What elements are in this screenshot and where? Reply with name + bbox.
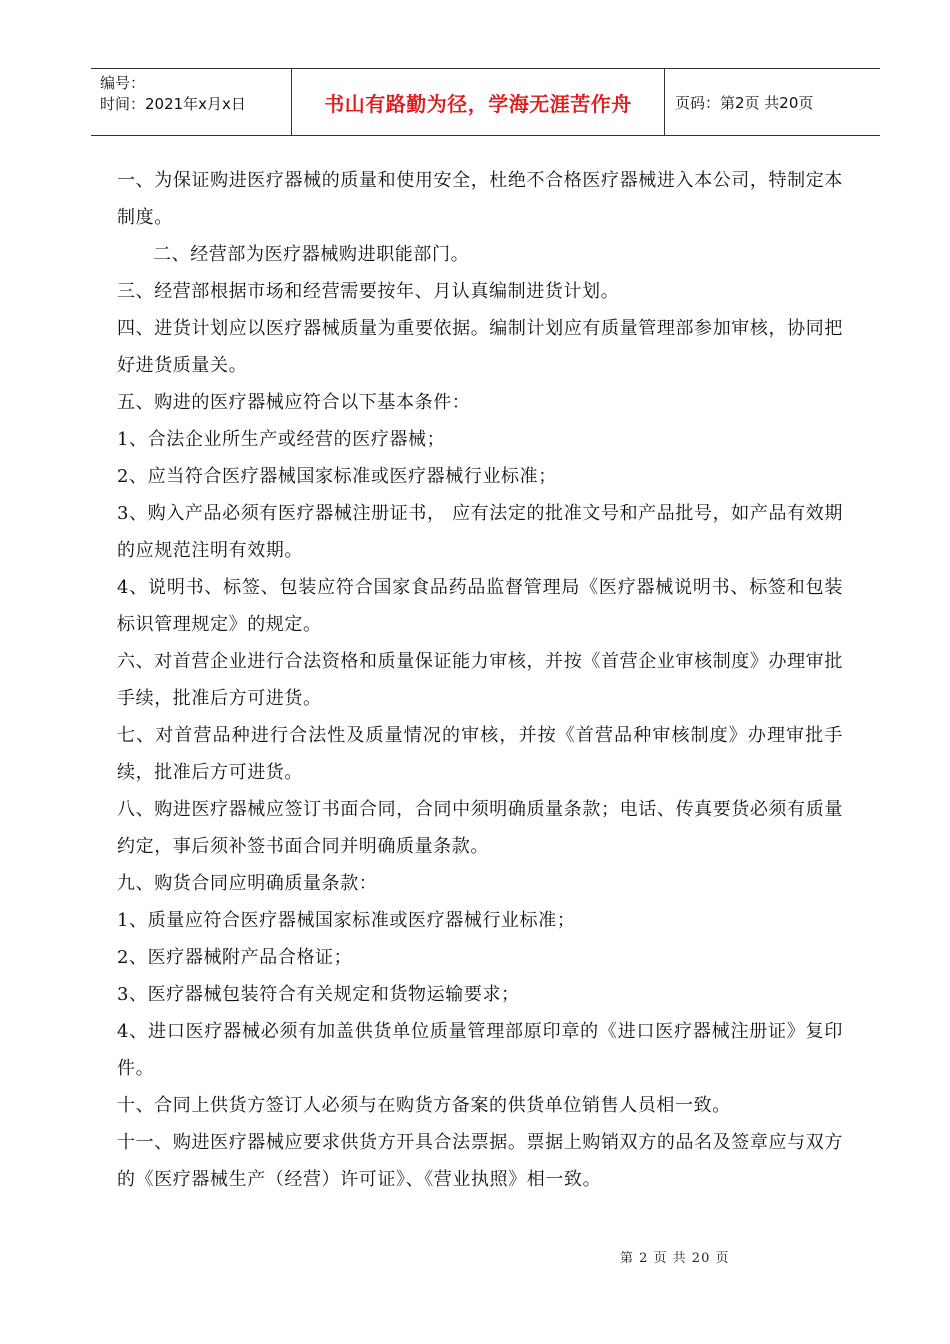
header-motto: 书山有路勤为径，学海无涯苦作舟 (292, 69, 665, 135)
paragraph: 七、对首营品种进行合法性及质量情况的审核，并按《首营品种审核制度》办理审批手续，批准后方可进货。 (117, 725, 843, 783)
paragraph: 三、经营部根据市场和经营需要按年、月认真编制进货计划。 (117, 281, 620, 302)
paragraph: 1、合法企业所生产或经营的医疗器械； (117, 429, 446, 450)
document-body (117, 162, 843, 1198)
paragraph: 六、对首营企业进行合法资格和质量保证能力审核，并按《首营企业审核制度》办理审批手续，批准后方可进货。 (117, 651, 843, 709)
paragraph: 十一、购进医疗器械应要求供货方开具合法票据。票据上购销双方的品名及签章应与双方的《医疗器械生产（经营）许可证》、《营业执照》相一致。 (117, 1132, 843, 1190)
paragraph: 十、合同上供货方签订人必须与在购货方备案的供货单位销售人员相一致。 (117, 1095, 731, 1116)
header-meta (91, 69, 292, 135)
page-footer: 第 2 页 共 20 页 (620, 1251, 730, 1266)
paragraph: 1、质量应符合医疗器械国家标准或医疗器械行业标准； (117, 910, 576, 931)
paragraph: 五、购进的医疗器械应符合以下基本条件： (117, 392, 471, 413)
paragraph: 八、购进医疗器械应签订书面合同，合同中须明确质量条款；电话、传真要货必须有质量约定，事后须补签书面合同并明确质量条款。 (117, 799, 843, 857)
paragraph: 九、购货合同应明确质量条款： (117, 873, 378, 894)
header-page-info: 页码：第2页 共20页 (675, 93, 814, 112)
paragraph: 2、医疗器械附产品合格证； (117, 947, 353, 968)
page-header (91, 68, 880, 136)
paragraph: 二、经营部为医疗器械购进职能部门。 (153, 244, 470, 265)
document-date: 时间：2021年x月x日 (100, 95, 246, 113)
paragraph: 一、为保证购进医疗器械的质量和使用安全，杜绝不合格医疗器械进入本公司，特制定本制度。 (117, 170, 843, 228)
document-number-label: 编号： (100, 74, 146, 92)
paragraph: 4、进口医疗器械必须有加盖供货单位质量管理部原印章的《进口医疗器械注册证》复印件。 (117, 1021, 843, 1079)
paragraph: 4、说明书、标签、包装应符合国家食品药品监督管理局《医疗器械说明书、标签和包装标识管理规定》的规定。 (117, 577, 843, 635)
paragraph: 3、购入产品必须有医疗器械注册证书， 应有法定的批准文号和产品批号，如产品有效期的应规范注明有效期。 (117, 503, 843, 561)
paragraph: 3、医疗器械包装符合有关规定和货物运输要求； (117, 984, 520, 1005)
paragraph: 2、应当符合医疗器械国家标准或医疗器械行业标准； (117, 466, 557, 487)
paragraph: 四、进货计划应以医疗器械质量为重要依据。编制计划应有质量管理部参加审核，协同把好进货质量关。 (117, 318, 843, 376)
